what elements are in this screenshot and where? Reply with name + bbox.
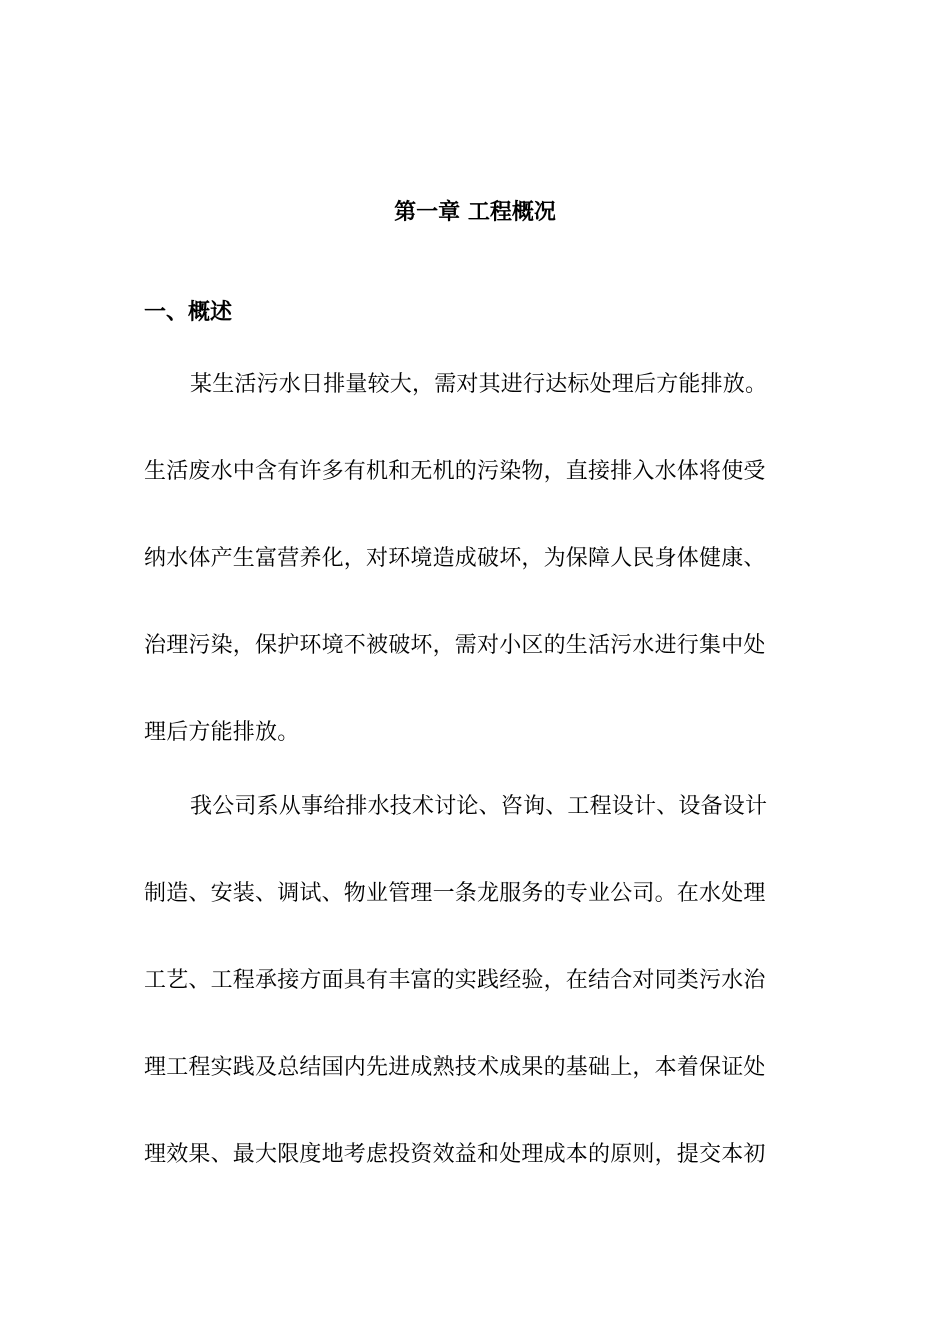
paragraph-1-line-1: 某生活污水日排量较大，需对其进行达标处理后方能排放。 — [190, 372, 768, 397]
paragraph-1-line-2: 生活废水中含有许多有机和无机的污染物，直接排入水体将使受 — [144, 459, 766, 484]
paragraph-1-line-4: 治理污染，保护环境不被破坏，需对小区的生活污水进行集中处 — [144, 633, 766, 658]
paragraph-2-line-3: 工艺、工程承接方面具有丰富的实践经验，在结合对同类污水治 — [144, 968, 766, 993]
section-heading: 一、概述 — [144, 300, 233, 325]
paragraph-2-line-1: 我公司系从事给排水技术讨论、咨询、工程设计、设备设计 — [190, 794, 768, 819]
paragraph-1-line-3: 纳水体产生富营养化，对环境造成破坏，为保障人民身体健康、 — [144, 546, 766, 571]
paragraph-2-line-4: 理工程实践及总结国内先进成熟技术成果的基础上，本着保证处 — [144, 1055, 766, 1080]
paragraph-1-line-5: 理后方能排放。 — [144, 720, 300, 745]
chapter-title: 第一章 工程概况 — [394, 200, 556, 225]
paragraph-2-line-5: 理效果、最大限度地考虑投资效益和处理成本的原则，提交本初 — [144, 1142, 766, 1167]
paragraph-2-line-2: 制造、安装、调试、物业管理一条龙服务的专业公司。在水处理 — [144, 881, 766, 906]
